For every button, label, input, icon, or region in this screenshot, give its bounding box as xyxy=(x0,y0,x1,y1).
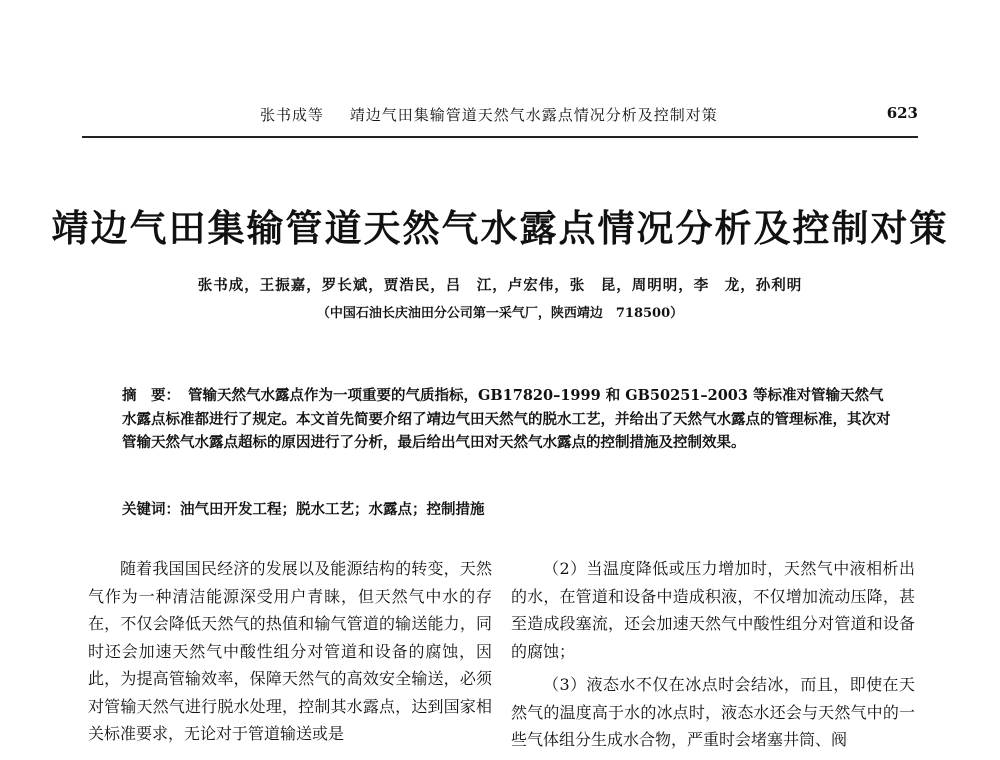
affiliation: （中国石油长庆油田分公司第一采气厂，陕西靖边 718500） xyxy=(316,306,684,321)
author-list: 张书成，王振嘉，罗长斌，贾浩民，吕 江，卢宏伟，张 昆，周明明，李 龙，孙利明 xyxy=(197,277,803,294)
running-header xyxy=(82,96,918,138)
page-number: 623 xyxy=(886,104,918,122)
abstract-text: 管输天然气水露点作为一项重要的气质指标，GB17820–1999 和 GB50251–2003 等标准对管输天然气水露点标准都进行了规定。本文首先简要介绍了靖边气田天然气的脱水工艺，并给出了天然气水露点的管理标准，其次对管输天然气水露点超标的原因进行了分析，最后给出气田对天然气水露点的控制措施及控制效果。 xyxy=(122,387,891,451)
running-header-text xyxy=(260,104,718,125)
keywords xyxy=(122,498,892,519)
abstract-label: 摘 要： xyxy=(122,387,180,404)
body-right-column xyxy=(511,555,915,760)
body-paragraph: （3）液态水不仅在冰点时会结冰，而且，即使在天然气的温度高于水的冰点时，液态水还会与天然气中的一些气体组分生成水合物，严重时会堵塞井筒、阀 xyxy=(511,675,915,749)
body-paragraph: 随着我国国民经济的发展以及能源结构的转变，天然气作为一种清洁能源深受用户青睐，但天然气中水的存在，不仅会降低天然气的热值和输气管道的输送能力，同时还会加速天然气中酸性组分对管道和设备的腐蚀，因此，为提高管输效率，保障天然气的高效安全输送，必须对管输天然气进行脱水处理，控制其水露点，达到国家相关标准要求，无论对于管道输送或是 xyxy=(88,559,492,743)
keywords-text: 油气田开发工程；脱水工艺；水露点；控制措施 xyxy=(180,501,485,518)
article-title: 靖边气田集输管道天然气水露点情况分析及控制对策 xyxy=(51,206,949,250)
body-left-column xyxy=(88,555,492,754)
running-header-authors: 张书成等 xyxy=(260,106,325,124)
abstract xyxy=(122,384,892,455)
body-paragraph: （2）当温度降低或压力增加时，天然气中液相析出的水，在管道和设备中造成积液，不仅增加流动压降，甚至造成段塞流，还会加速天然气中酸性组分对管道和设备的腐蚀； xyxy=(511,559,915,661)
running-header-title: 靖边气田集输管道天然气水露点情况分析及控制对策 xyxy=(349,106,718,124)
keywords-label: 关键词： xyxy=(122,501,180,518)
